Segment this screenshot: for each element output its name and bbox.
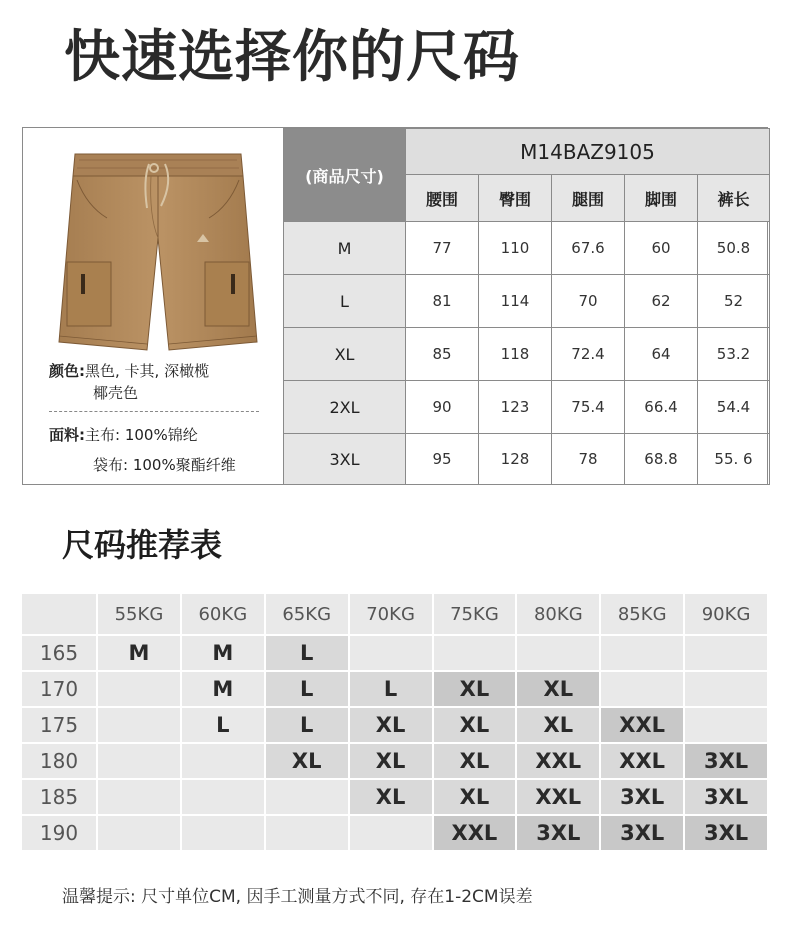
column-header: 腿围 bbox=[552, 175, 625, 222]
recommended-size-cell bbox=[685, 708, 767, 742]
recommended-size-cell: L bbox=[182, 708, 264, 742]
recommended-size-cell: XL bbox=[434, 744, 516, 778]
column-header: 裤长 bbox=[698, 175, 770, 222]
cell: 54.4 bbox=[698, 381, 770, 434]
recommended-size-cell: L bbox=[266, 672, 348, 706]
cell: 52 bbox=[698, 275, 770, 328]
size-label: L bbox=[284, 275, 406, 328]
recommended-size-cell: XL bbox=[517, 708, 599, 742]
height-label: 170 bbox=[22, 672, 96, 706]
cell: 50.8 bbox=[698, 222, 770, 275]
recommended-size-cell: M bbox=[182, 636, 264, 670]
recommended-size-cell bbox=[266, 816, 348, 850]
height-label: 165 bbox=[22, 636, 96, 670]
table-row bbox=[284, 275, 770, 328]
cell: 90 bbox=[406, 381, 479, 434]
column-header: 脚围 bbox=[625, 175, 698, 222]
recommended-size-cell bbox=[601, 636, 683, 670]
weight-header: 55KG bbox=[98, 594, 180, 634]
cell: 75.4 bbox=[552, 381, 625, 434]
recommendation-row bbox=[22, 744, 767, 778]
recommended-size-cell bbox=[266, 780, 348, 814]
size-measurement-table bbox=[283, 128, 770, 485]
table-row bbox=[284, 381, 770, 434]
cell: 114 bbox=[479, 275, 552, 328]
size-label: 3XL bbox=[284, 434, 406, 485]
recommendation-row bbox=[22, 780, 767, 814]
color-spec bbox=[49, 360, 209, 382]
recommended-size-cell: XL bbox=[266, 744, 348, 778]
height-label: 175 bbox=[22, 708, 96, 742]
color-values: 黑色, 卡其, 深橄榄 bbox=[85, 362, 210, 380]
recommended-size-cell: M bbox=[182, 672, 264, 706]
table-row bbox=[284, 434, 770, 485]
recommended-size-cell: 3XL bbox=[685, 744, 767, 778]
recommended-size-cell: XXL bbox=[434, 816, 516, 850]
recommended-size-cell: L bbox=[350, 672, 432, 706]
weight-header: 60KG bbox=[182, 594, 264, 634]
size-label: XL bbox=[284, 328, 406, 381]
shorts-product-image bbox=[57, 146, 259, 358]
recommended-size-cell bbox=[182, 744, 264, 778]
column-header: 腰围 bbox=[406, 175, 479, 222]
cell: 64 bbox=[625, 328, 698, 381]
recommended-size-cell bbox=[98, 744, 180, 778]
recommended-size-cell bbox=[98, 816, 180, 850]
cell: 118 bbox=[479, 328, 552, 381]
cell: 81 bbox=[406, 275, 479, 328]
table-row bbox=[284, 328, 770, 381]
recommended-size-cell: XXL bbox=[601, 708, 683, 742]
color-label: 颜色: bbox=[49, 362, 85, 380]
weight-header: 80KG bbox=[517, 594, 599, 634]
height-label: 190 bbox=[22, 816, 96, 850]
cell: 67.6 bbox=[552, 222, 625, 275]
recommended-size-cell: 3XL bbox=[601, 816, 683, 850]
cell: 70 bbox=[552, 275, 625, 328]
cell: 128 bbox=[479, 434, 552, 485]
recommended-size-cell bbox=[350, 816, 432, 850]
size-label: 2XL bbox=[284, 381, 406, 434]
size-header-cell: (商品尺寸) bbox=[284, 129, 406, 222]
cell: 66.4 bbox=[625, 381, 698, 434]
recommended-size-cell bbox=[434, 636, 516, 670]
size-recommendation-table bbox=[20, 592, 769, 852]
recommendation-title: 尺码推荐表 bbox=[62, 526, 223, 564]
recommended-size-cell: XXL bbox=[517, 744, 599, 778]
recommendation-row bbox=[22, 708, 767, 742]
cell: 53.2 bbox=[698, 328, 770, 381]
recommended-size-cell: XL bbox=[434, 672, 516, 706]
cell: 60 bbox=[625, 222, 698, 275]
weight-header: 75KG bbox=[434, 594, 516, 634]
recommendation-row bbox=[22, 816, 767, 850]
weight-header-row bbox=[22, 594, 767, 634]
size-chart bbox=[22, 127, 768, 485]
cell: 62 bbox=[625, 275, 698, 328]
weight-header: 85KG bbox=[601, 594, 683, 634]
recommended-size-cell bbox=[182, 780, 264, 814]
recommended-size-cell: 3XL bbox=[601, 780, 683, 814]
table-row bbox=[284, 222, 770, 275]
recommended-size-cell: XL bbox=[434, 708, 516, 742]
page-title: 快速选择你的尺码 bbox=[64, 25, 520, 90]
corner-cell bbox=[22, 594, 96, 634]
fabric-lining: 袋布: 100%聚酯纤维 bbox=[93, 456, 236, 474]
color-values-line2: 椰壳色 bbox=[93, 384, 139, 402]
fabric-label: 面料: bbox=[49, 426, 85, 444]
recommended-size-cell bbox=[98, 672, 180, 706]
measurement-note: 温馨提示: 尺寸单位CM, 因手工测量方式不同, 存在1-2CM误差 bbox=[62, 887, 533, 907]
cell: 85 bbox=[406, 328, 479, 381]
cell: 110 bbox=[479, 222, 552, 275]
fabric-spec bbox=[49, 424, 198, 446]
recommended-size-cell: L bbox=[266, 636, 348, 670]
cell: 123 bbox=[479, 381, 552, 434]
fabric-main: 主布: 100%锦纶 bbox=[85, 426, 198, 444]
recommended-size-cell: M bbox=[98, 636, 180, 670]
recommended-size-cell: XL bbox=[350, 708, 432, 742]
recommended-size-cell: XXL bbox=[601, 744, 683, 778]
cell: 72.4 bbox=[552, 328, 625, 381]
spec-divider bbox=[49, 411, 259, 412]
weight-header: 90KG bbox=[685, 594, 767, 634]
weight-header: 65KG bbox=[266, 594, 348, 634]
recommended-size-cell: XL bbox=[350, 780, 432, 814]
recommended-size-cell: L bbox=[266, 708, 348, 742]
recommended-size-cell bbox=[98, 780, 180, 814]
cell: 77 bbox=[406, 222, 479, 275]
recommended-size-cell: XL bbox=[434, 780, 516, 814]
cell: 55. 6 bbox=[698, 434, 770, 485]
product-info-panel bbox=[23, 128, 283, 484]
recommended-size-cell: XL bbox=[517, 672, 599, 706]
column-header: 臀围 bbox=[479, 175, 552, 222]
recommended-size-cell bbox=[98, 708, 180, 742]
height-label: 180 bbox=[22, 744, 96, 778]
cell: 95 bbox=[406, 434, 479, 485]
recommended-size-cell bbox=[182, 816, 264, 850]
recommendation-row bbox=[22, 636, 767, 670]
recommended-size-cell: XXL bbox=[517, 780, 599, 814]
cell: 68.8 bbox=[625, 434, 698, 485]
recommended-size-cell: 3XL bbox=[685, 816, 767, 850]
recommended-size-cell: 3XL bbox=[517, 816, 599, 850]
recommendation-row bbox=[22, 672, 767, 706]
size-label: M bbox=[284, 222, 406, 275]
model-number: M14BAZ9105 bbox=[406, 129, 770, 175]
recommended-size-cell bbox=[350, 636, 432, 670]
recommended-size-cell bbox=[685, 672, 767, 706]
recommended-size-cell: 3XL bbox=[685, 780, 767, 814]
recommended-size-cell: XL bbox=[350, 744, 432, 778]
height-label: 185 bbox=[22, 780, 96, 814]
weight-header: 70KG bbox=[350, 594, 432, 634]
recommended-size-cell bbox=[517, 636, 599, 670]
recommended-size-cell bbox=[685, 636, 767, 670]
recommended-size-cell bbox=[601, 672, 683, 706]
cell: 78 bbox=[552, 434, 625, 485]
